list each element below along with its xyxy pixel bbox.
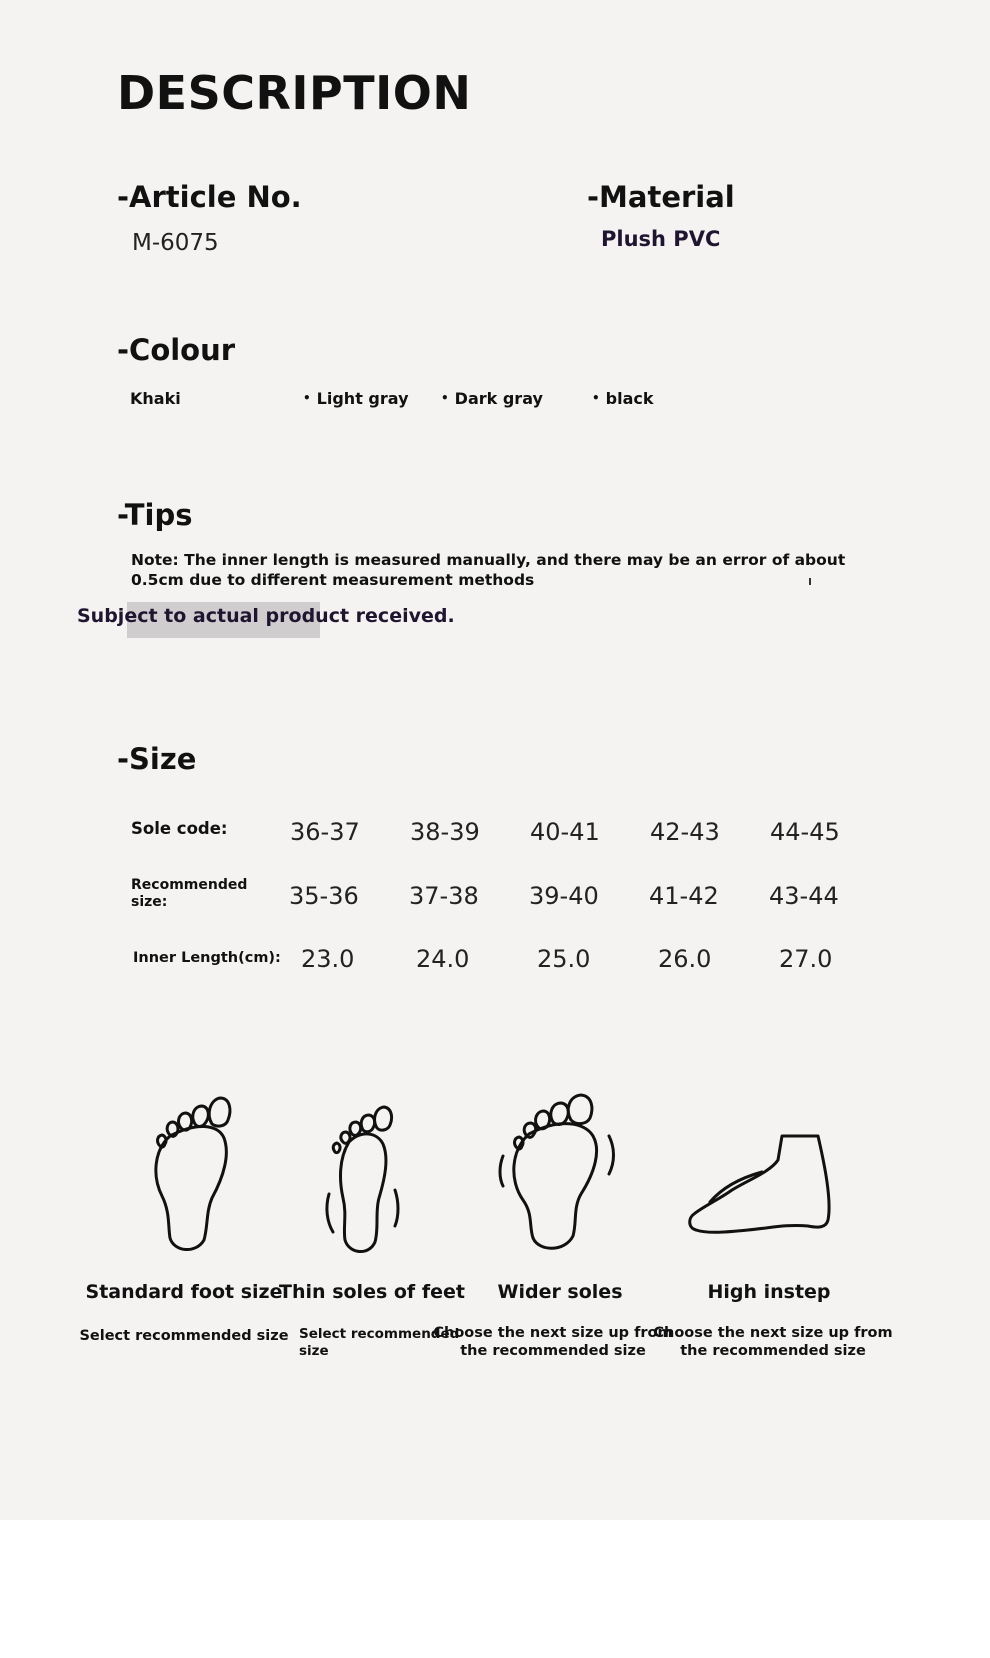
article-heading: -Article No. [117,180,302,214]
sole-code-cell: 36-37 [290,818,360,846]
foot-type-advice: the recommended size [460,1343,646,1359]
foot-type-advice: Choose the next size up from [653,1325,893,1341]
material-heading: -Material [587,180,735,214]
foot-type-advice: size [299,1343,329,1359]
recommended-size-cell: 35-36 [289,882,359,910]
thin-foot-icon [325,1098,405,1256]
size-row-label: Inner Length(cm): [133,950,281,966]
colour-option-black: • black [592,389,654,408]
inner-length-cell: 26.0 [658,945,712,973]
recommended-size-cell: 39-40 [529,882,599,910]
tips-heading: -Tips [117,498,193,532]
stray-mark [809,578,811,585]
colour-option-light-gray: • Light gray [303,389,409,408]
foot-type-advice: Select recommended size [79,1328,289,1344]
foot-type-title: Standard foot size [85,1281,283,1303]
inner-length-cell: 27.0 [779,945,833,973]
sole-code-cell: 44-45 [770,818,840,846]
inner-length-cell: 23.0 [301,945,355,973]
inner-length-cell: 25.0 [537,945,591,973]
size-row-label-line1: Recommended [131,877,248,893]
size-row-label: Sole code: [131,819,228,838]
tips-note-line2: 0.5cm due to different measurement methods [131,571,535,589]
material-value: Plush PVC [601,227,721,251]
recommended-size-cell: 37-38 [409,882,479,910]
colour-option-khaki: Khaki [130,389,181,408]
foot-type-advice: the recommended size [680,1343,866,1359]
foot-type-advice: Select recommended [299,1326,460,1342]
tips-subject: Subject to actual product received. [77,605,455,627]
page-title: DESCRIPTION [117,66,472,120]
recommended-size-cell: 41-42 [649,882,719,910]
inner-length-cell: 24.0 [416,945,470,973]
colour-heading: -Colour [117,333,236,367]
high-instep-foot-icon [686,1132,836,1236]
colour-option-dark-gray: • Dark gray [441,389,543,408]
foot-type-title: Wider soles [497,1281,623,1303]
foot-type-title: High instep [707,1281,831,1303]
sole-code-cell: 38-39 [410,818,480,846]
foot-type-advice: Choose the next size up from [433,1325,673,1341]
tips-note-line1: Note: The inner length is measured manually, and there may be an error of about [131,551,846,569]
size-heading: -Size [117,742,197,776]
size-row-label-line2: size: [131,894,168,910]
article-number: M-6075 [132,230,219,256]
sole-code-cell: 40-41 [530,818,600,846]
standard-foot-icon [148,1092,238,1254]
wide-foot-icon [497,1090,619,1252]
sole-code-cell: 42-43 [650,818,720,846]
foot-type-title: Thin soles of feet [279,1281,465,1303]
recommended-size-cell: 43-44 [769,882,839,910]
